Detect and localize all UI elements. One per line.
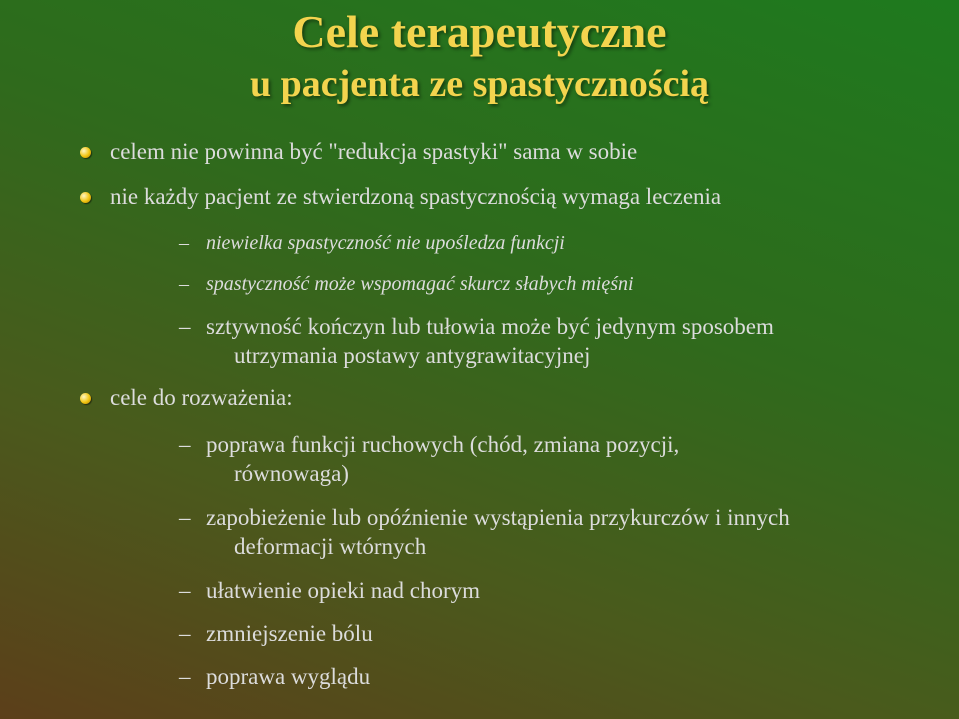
sub-bullet-item [179, 619, 906, 648]
sub-bullet-item [179, 576, 906, 605]
bullet-text: celem nie powinna być "redukcja spastyki" sama w sobie [110, 139, 638, 164]
bullet-dot-icon [80, 147, 91, 158]
sub-bullet-item [179, 430, 906, 488]
sub-bullet-continuation: równowaga) [234, 461, 349, 486]
sub-bullet-continuation: utrzymania postawy antygrawitacyjnej [234, 343, 591, 368]
dash-icon: – [179, 232, 189, 254]
sub-bullet-continuation: deformacji wtórnych [234, 534, 427, 559]
dash-icon: – [179, 664, 191, 689]
bullet-item [110, 384, 293, 412]
bullet-dot-icon [80, 393, 91, 404]
dash-icon: – [179, 273, 189, 295]
sub-bullet-item [179, 229, 906, 258]
dash-icon: – [179, 432, 191, 457]
dash-icon: – [179, 505, 191, 530]
sub-bullet-text: sztywność kończyn lub tułowia może być jedynym sposobem [206, 314, 774, 339]
dash-icon: – [179, 314, 191, 339]
sub-bullet-item [179, 662, 906, 691]
slide-subtitle: u pacjenta ze spastycznością [249, 63, 710, 105]
bullet-item [110, 183, 721, 211]
bullet-text: nie każdy pacjent ze stwierdzoną spastycznością wymaga leczenia [110, 184, 722, 209]
sub-bullet-item [179, 270, 906, 299]
dash-icon: – [179, 578, 191, 603]
sub-bullet-text: poprawa funkcji ruchowych (chód, zmiana pozycji, [206, 432, 680, 457]
dash-icon: – [179, 621, 191, 646]
sub-bullet-text: ułatwienie opieki nad chorym [206, 578, 481, 603]
sub-bullet-text: zapobieżenie lub opóźnienie wystąpienia przykurczów i innych [206, 505, 790, 530]
sub-bullet-text: poprawa wyglądu [206, 664, 371, 689]
bullet-item [110, 138, 637, 166]
sub-bullet-text: spastyczność może wspomagać skurcz słabych mięśni [206, 273, 634, 295]
sub-bullet-text: niewielka spastyczność nie upośledza funkcji [206, 232, 565, 254]
slide-title: Cele terapeutyczne [292, 6, 667, 57]
sub-bullet-item [179, 503, 906, 561]
bullet-text: cele do rozważenia: [110, 385, 293, 410]
sub-bullet-item [179, 312, 906, 370]
bullet-dot-icon [80, 192, 91, 203]
sub-bullet-text: zmniejszenie bólu [206, 621, 373, 646]
